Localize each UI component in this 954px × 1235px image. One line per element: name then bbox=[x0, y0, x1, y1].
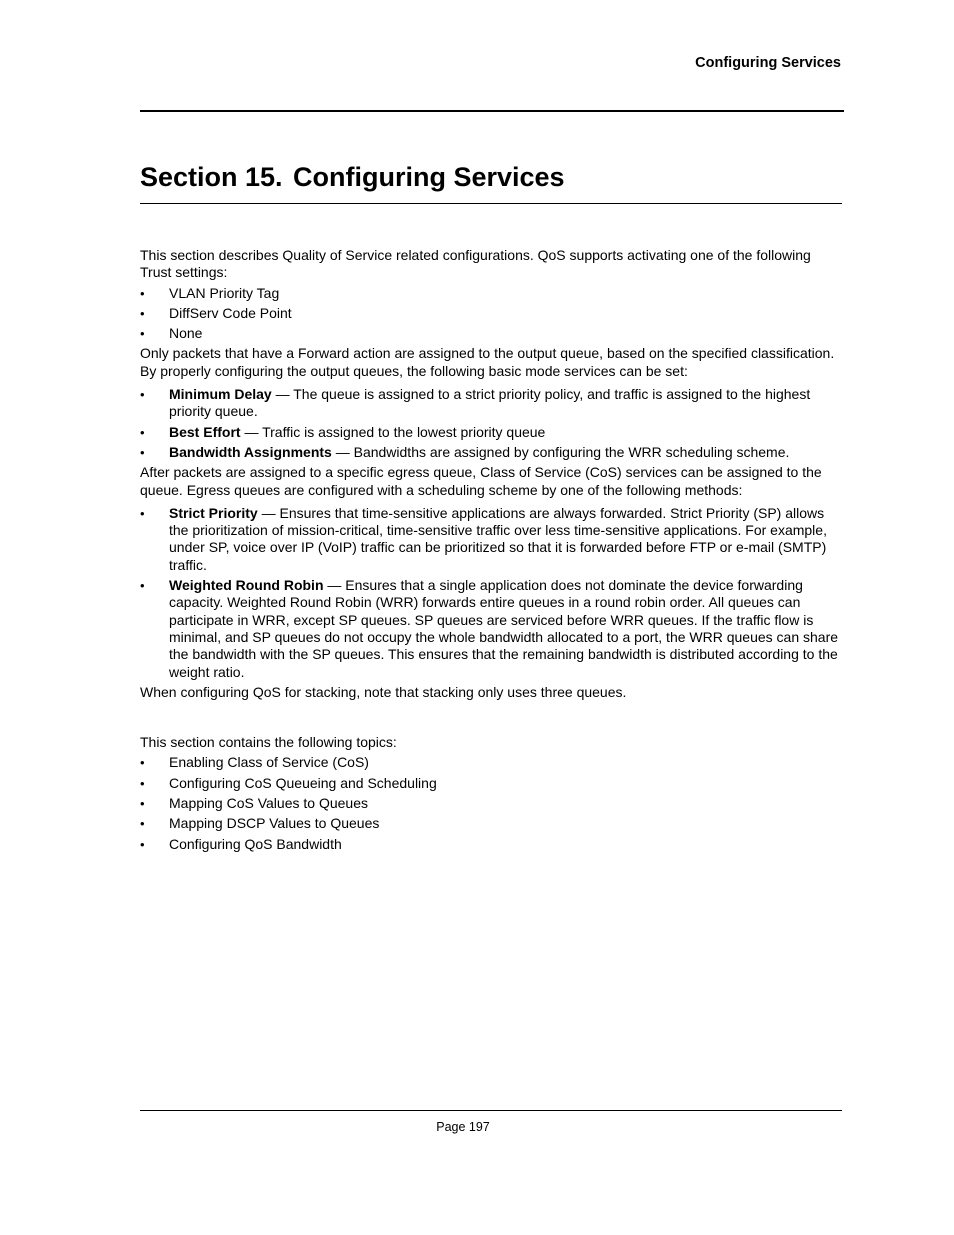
list-item: • Configuring CoS Queueing and Scheduling bbox=[140, 774, 437, 791]
term: Bandwidth Assignments bbox=[169, 443, 332, 460]
list-item: • Minimum Delay — The queue is assigned to a strict priority policy, and traffic is assigned to the highest priority queue. bbox=[140, 386, 811, 420]
bullet: • bbox=[140, 424, 145, 440]
term: Best Effort bbox=[169, 423, 241, 440]
spacer bbox=[140, 701, 842, 734]
bullet: • bbox=[140, 755, 145, 771]
section-title-text: Configuring Services bbox=[293, 162, 565, 192]
forward-paragraph: Only packets that have a Forward action are assigned to the output queue, based on the specified classification. By properly configuring the output queues, the following basic mode services can be set: bbox=[140, 345, 835, 379]
footer-rule bbox=[140, 1110, 842, 1111]
bullet: • bbox=[140, 444, 145, 460]
modes-list bbox=[140, 386, 842, 461]
page-number: Page 197 bbox=[436, 1120, 490, 1134]
list-item: • Bandwidth Assignments — Bandwidths are assigned by configuring the WRR scheduling scheme. bbox=[140, 443, 790, 460]
bullet: • bbox=[140, 836, 145, 852]
running-header: Configuring Services bbox=[695, 55, 841, 71]
bullet: • bbox=[140, 305, 145, 321]
topics-intro: This section contains the following topics: bbox=[140, 734, 397, 751]
list-item: • VLAN Priority Tag bbox=[140, 284, 280, 301]
stacking-note: When configuring QoS for stacking, note that stacking only uses three queues. bbox=[140, 683, 627, 700]
list-item: • DiffServ Code Point bbox=[140, 304, 292, 321]
topics-list bbox=[140, 754, 842, 852]
term: Weighted Round Robin bbox=[169, 577, 324, 594]
bullet: • bbox=[140, 387, 145, 403]
trust-settings-list bbox=[140, 285, 842, 343]
egress-paragraph: After packets are assigned to a specific egress queue, Class of Service (CoS) services can be assigned to the queue. Egress queues are configured with a scheduling scheme by one of the following methods: bbox=[140, 464, 822, 498]
bullet: • bbox=[140, 578, 145, 594]
bullet: • bbox=[140, 505, 145, 521]
body-content bbox=[140, 247, 842, 853]
bullet: • bbox=[140, 775, 145, 791]
list-item: • Enabling Class of Service (CoS) bbox=[140, 754, 369, 771]
list-item: • None bbox=[140, 325, 203, 342]
intro-paragraph: This section describes Quality of Service related configurations. QoS supports activating one of the following Trust settings: bbox=[140, 247, 811, 281]
list-item: • Strict Priority — Ensures that time-sensitive applications are always forwarded. Strict Priority (SP) allows the prioritization of mission-critical, time-sensitive traffic over less time-sensitive applications. For example, under SP, voice over IP (VoIP) traffic can be prioritized so that it is forwarded before FTP or e-mail (SMTP) traffic. bbox=[140, 504, 827, 573]
methods-list bbox=[140, 505, 842, 681]
bullet: • bbox=[140, 285, 145, 301]
list-item: • Mapping CoS Values to Queues bbox=[140, 795, 368, 812]
section-number: Section 15. bbox=[140, 162, 283, 192]
list-item: • Weighted Round Robin — Ensures that a single application does not dominate the device forwarding capacity. Weighted Round Robin (WRR) forwards entire queues in a round robin order. All queues can participate in WRR, except SP queues. SP queues are serviced before WRR queues. If the traffic flow is minimal, and SP queues do not occupy the whole bandwidth allocated to a port, the WRR queues can share the bandwidth with the SP queues. This ensures that the remaining bandwidth is distributed according to the weight ratio. bbox=[140, 577, 839, 680]
bullet: • bbox=[140, 326, 145, 342]
term: Strict Priority bbox=[169, 504, 258, 521]
bullet: • bbox=[140, 796, 145, 812]
section-title bbox=[140, 160, 565, 194]
list-item: • Best Effort — Traffic is assigned to the lowest priority queue bbox=[140, 423, 546, 440]
list-item: • Mapping DSCP Values to Queues bbox=[140, 815, 380, 832]
header-rule bbox=[140, 110, 844, 112]
title-rule bbox=[140, 203, 842, 204]
term: Minimum Delay bbox=[169, 386, 272, 403]
list-item: • Configuring QoS Bandwidth bbox=[140, 835, 342, 852]
bullet: • bbox=[140, 816, 145, 832]
